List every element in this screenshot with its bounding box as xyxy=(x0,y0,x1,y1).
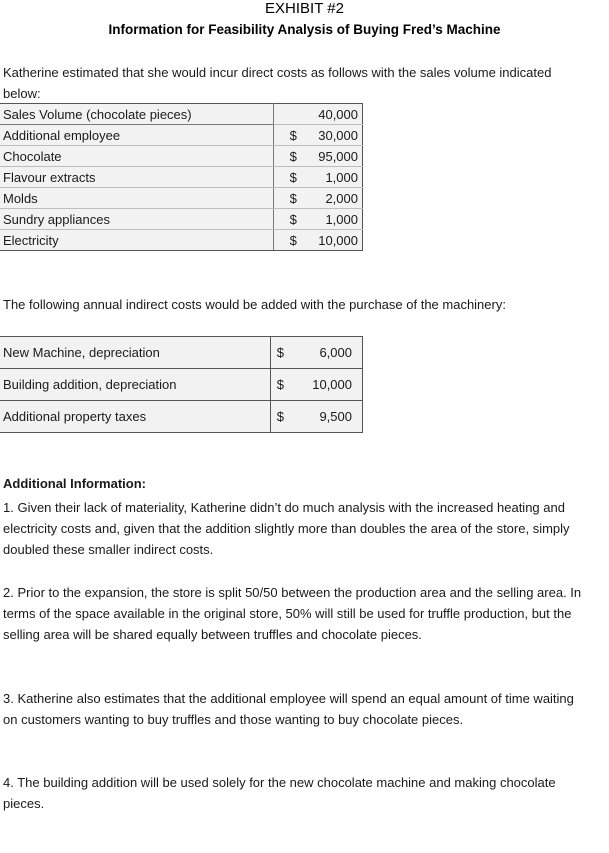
cost-value: 95,000 xyxy=(297,146,363,167)
cost-currency: $ xyxy=(270,401,300,433)
table-row xyxy=(0,125,363,146)
exhibit-subtitle: Information for Feasibility Analysis of Buying Fred’s Machine xyxy=(108,22,501,37)
table-row xyxy=(0,188,363,209)
cost-currency: $ xyxy=(270,337,300,369)
additional-info-heading: Additional Information: xyxy=(3,476,146,491)
note-3: 3. Katherine also estimates that the additional employee will spend an equal amount of time waiting on customers wanting to buy truffles and those wanting to buy chocolate pieces. xyxy=(3,691,574,727)
cost-value: 30,000 xyxy=(297,125,363,146)
cost-label: Sundry appliances xyxy=(0,209,273,230)
table-row xyxy=(0,369,363,401)
cost-label: Additional employee xyxy=(0,125,273,146)
cost-value: 10,000 xyxy=(297,230,363,251)
cost-label: Sales Volume (chocolate pieces) xyxy=(0,104,273,125)
indirect-costs-table xyxy=(0,336,363,433)
indirect-costs-intro-text: The following annual indirect costs would be added with the purchase of the machinery: xyxy=(3,297,506,312)
cost-value: 1,000 xyxy=(297,209,363,230)
cost-label: New Machine, depreciation xyxy=(0,337,270,369)
cost-value: 10,000 xyxy=(300,369,363,401)
direct-costs-intro-text: Katherine estimated that she would incur direct costs as follows with the sales volume indicated below: xyxy=(3,65,552,101)
cost-value: 1,000 xyxy=(297,167,363,188)
cost-label: Additional property taxes xyxy=(0,401,270,433)
cost-value: 2,000 xyxy=(297,188,363,209)
cost-label: Chocolate xyxy=(0,146,273,167)
cost-currency xyxy=(273,104,297,125)
cost-label: Flavour extracts xyxy=(0,167,273,188)
exhibit-title: EXHIBIT #2 xyxy=(265,0,344,17)
cost-currency: $ xyxy=(270,369,300,401)
cost-currency: $ xyxy=(273,188,297,209)
cost-value: 9,500 xyxy=(300,401,363,433)
cost-value: 6,000 xyxy=(300,337,363,369)
indirect-costs-intro xyxy=(3,294,583,315)
cost-label: Electricity xyxy=(0,230,273,251)
table-row xyxy=(0,401,363,433)
table-row xyxy=(0,209,363,230)
cost-currency: $ xyxy=(273,230,297,251)
table-row xyxy=(0,337,363,369)
note-4: 4. The building addition will be used solely for the new chocolate machine and making chocolate pieces. xyxy=(3,775,556,811)
cost-currency: $ xyxy=(273,125,297,146)
table-row xyxy=(0,146,363,167)
table-row xyxy=(0,230,363,251)
cost-currency: $ xyxy=(273,167,297,188)
direct-costs-intro xyxy=(3,62,583,104)
note-1: 1. Given their lack of materiality, Katherine didn’t do much analysis with the increased heating and electricity costs and, given that the addition slightly more than doubles the area of the store, simply doubled these smaller indirect costs. xyxy=(3,500,570,557)
cost-value: 40,000 xyxy=(297,104,363,125)
cost-currency: $ xyxy=(273,209,297,230)
cost-currency: $ xyxy=(273,146,297,167)
cost-label: Molds xyxy=(0,188,273,209)
direct-costs-table xyxy=(0,103,363,251)
cost-label: Building addition, depreciation xyxy=(0,369,270,401)
table-row xyxy=(0,104,363,125)
table-row xyxy=(0,167,363,188)
note-2: 2. Prior to the expansion, the store is split 50/50 between the production area and the selling area. In terms of the space available in the original store, 50% will still be used for truffle production, but the selling area will be shared equally between truffles and chocolate pieces. xyxy=(3,585,582,642)
